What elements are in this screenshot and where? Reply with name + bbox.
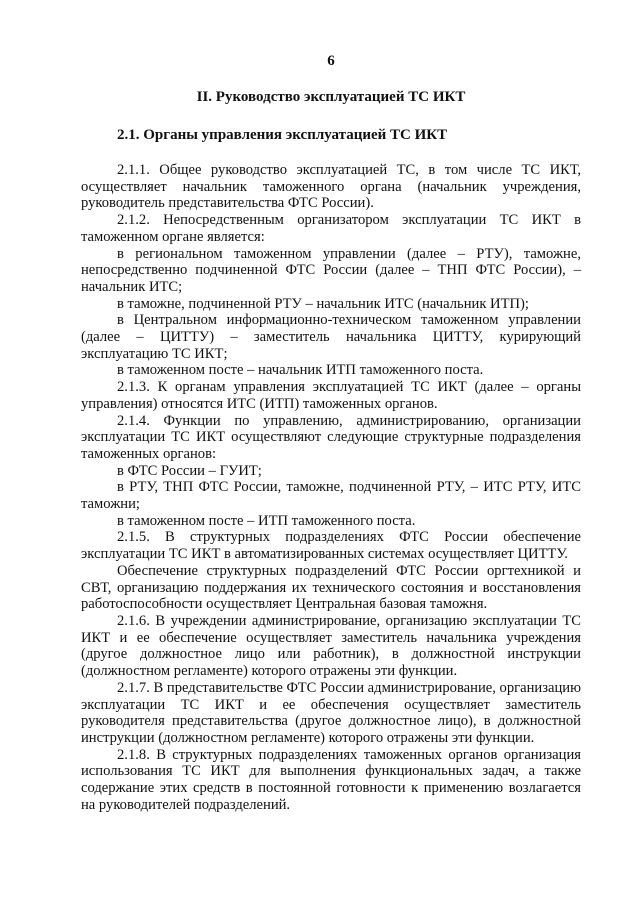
paragraph-2-1-7: 2.1.7. В представительстве ФТС России администрирование, организацию эксплуатации ТС ИКТ и ее обеспечения осуществляет заместитель руководителя представительства (другое должностное лицо), в должностной инструкции (должностном регламенте) которого отражены эти функции.	[81, 679, 581, 746]
list-item-customs: в таможне, подчиненной РТУ – начальник ИТС (начальник ИТП);	[117, 295, 529, 312]
list-item-post-itp: в таможенном посте – ИТП таможенного поста.	[117, 512, 416, 529]
document-page	[81, 52, 581, 813]
list-item-rtu-its: в РТУ, ТНП ФТС России, таможне, подчиненной РТУ, – ИТС РТУ, ИТС таможни;	[81, 479, 581, 513]
paragraph-2-1-8: 2.1.8. В структурных подразделениях таможенных органов организация использования ТС ИКТ для выполнения функциональных задач, а также содержание этих средств в постоянной готовности к применению возлагается на руководителей подразделений.	[81, 746, 581, 813]
paragraph-2-1-5-cont: Обеспечение структурных подразделений ФТС России оргтехникой и СВТ, организацию поддержания их технического состояния и восстановления работоспособности осуществляет Центральная базовая таможня.	[81, 562, 581, 613]
section-title: II. Руководство эксплуатацией ТС ИКТ	[196, 89, 466, 105]
list-item-fts: в ФТС России – ГУИТ;	[117, 462, 262, 479]
list-item-customs-post: в таможенном посте – начальник ИТП таможенного поста.	[117, 362, 484, 379]
paragraph-2-1-6: 2.1.6. В учреждении администрирование, организацию эксплуатации ТС ИКТ и ее обеспечение осуществляет заместитель начальника учреждения (другое должностное лицо или работник), в должностной инструкции (должностном регламенте) которого отражены эти функции.	[81, 612, 581, 680]
subsection-title: 2.1. Органы управления эксплуатацией ТС ИКТ	[117, 127, 448, 143]
paragraph-2-1-4: 2.1.4. Функции по управлению, администрированию, организации эксплуатации ТС ИКТ осуществляют следующие структурные подразделения таможенных органов:	[81, 412, 581, 462]
list-item-rtu: в региональном таможенном управлении (далее – РТУ), таможне, непосредственно подчиненной ФТС России (далее – ТНП ФТС России), – начальник ИТС;	[81, 245, 581, 295]
paragraph-2-1-2: 2.1.2. Непосредственным организатором эксплуатации ТС ИКТ в таможенном органе является:	[81, 212, 581, 245]
paragraph-2-1-3: 2.1.3. К органам управления эксплуатацией ТС ИКТ (далее – органы управления) относятся ИТС (ИТП) таможенных органов.	[81, 379, 581, 412]
body-text	[81, 162, 581, 813]
list-item-cittu: в Центральном информационно-техническом таможенном управлении (далее – ЦИТТУ) – заместитель начальника ЦИТТУ, курирующий эксплуатацию ТС ИКТ;	[81, 312, 581, 362]
paragraph-2-1-5: 2.1.5. В структурных подразделениях ФТС России обеспечение эксплуатации ТС ИКТ в автоматизированных системах осуществляет ЦИТТУ.	[81, 529, 581, 563]
page-number: 6	[327, 53, 335, 69]
paragraph-2-1-1: 2.1.1. Общее руководство эксплуатацией ТС, в том числе ТС ИКТ, осуществляет начальник таможенного органа (начальник учреждения, руководитель представительства ФТС России).	[81, 162, 581, 212]
